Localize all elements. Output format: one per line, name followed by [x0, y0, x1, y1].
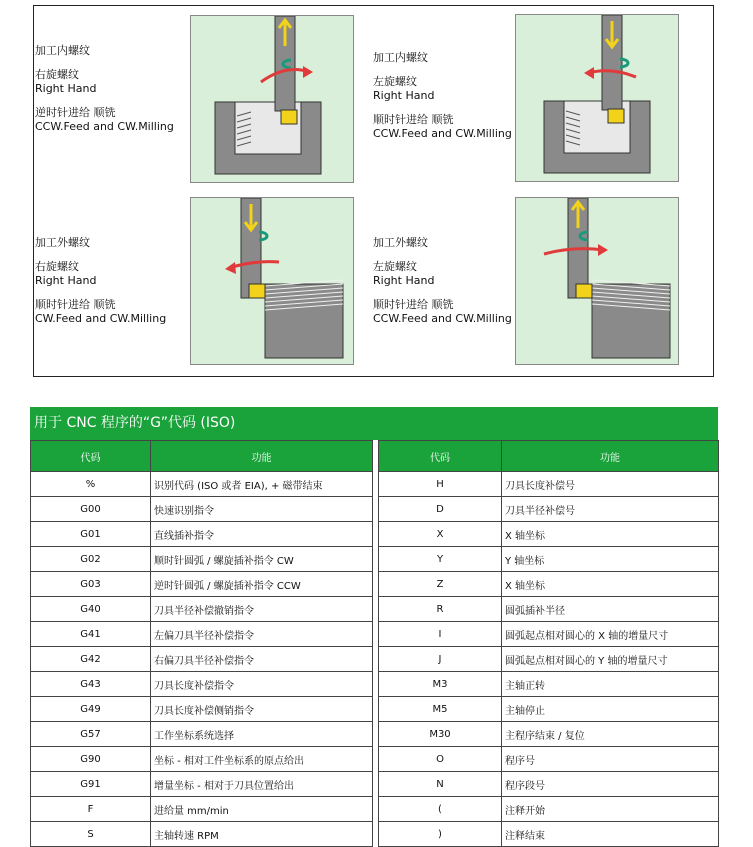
function-cell: 刀具半径补偿号 — [502, 497, 719, 522]
diagram-1-hand-cn: 右旋螺纹 — [35, 68, 79, 81]
function-cell: 左偏刀具半径补偿指令 — [151, 622, 373, 647]
code-cell: G49 — [31, 697, 151, 722]
diagram-3-title: 加工外螺纹 — [35, 236, 90, 249]
diagram-4-hand-cn: 左旋螺纹 — [373, 260, 417, 273]
diagram-1-feed-en: CCW.Feed and CW.Milling — [35, 120, 174, 133]
code-cell: M30 — [379, 722, 502, 747]
table-row — [31, 497, 719, 522]
g-code-table — [30, 440, 719, 847]
table-row — [31, 747, 719, 772]
table-row — [31, 797, 719, 822]
function-cell: 主轴正转 — [502, 672, 719, 697]
function-cell: 右偏刀具半径补偿指令 — [151, 647, 373, 672]
function-cell: 注释结束 — [502, 822, 719, 847]
code-cell: R — [379, 597, 502, 622]
header-func-left: 功能 — [151, 441, 373, 472]
diagram-1-title: 加工内螺纹 — [35, 44, 90, 57]
diagram-1-labels — [35, 44, 174, 134]
table-row — [31, 672, 719, 697]
function-cell: X 轴坐标 — [502, 522, 719, 547]
code-cell: G00 — [31, 497, 151, 522]
function-cell: 程序号 — [502, 747, 719, 772]
table-row — [31, 622, 719, 647]
function-cell: 识别代码 (ISO 或者 EIA), + 磁带结束 — [151, 472, 373, 497]
code-cell: G02 — [31, 547, 151, 572]
table-row — [31, 472, 719, 497]
code-cell: D — [379, 497, 502, 522]
diagram-2-hand-cn: 左旋螺纹 — [373, 75, 417, 88]
function-cell: 程序段号 — [502, 772, 719, 797]
function-cell: 逆时针圆弧 / 螺旋插补指令 CCW — [151, 572, 373, 597]
header-func-right: 功能 — [502, 441, 719, 472]
function-cell: 顺时针圆弧 / 螺旋插补指令 CW — [151, 547, 373, 572]
code-cell: X — [379, 522, 502, 547]
code-cell: Y — [379, 547, 502, 572]
table-row — [31, 597, 719, 622]
table-row — [31, 647, 719, 672]
code-cell: S — [31, 822, 151, 847]
table-row — [31, 547, 719, 572]
header-code-left: 代码 — [31, 441, 151, 472]
function-cell: X 轴坐标 — [502, 572, 719, 597]
code-cell: ) — [379, 822, 502, 847]
code-cell: F — [31, 797, 151, 822]
diagram-4-labels — [373, 236, 512, 326]
diagram-3-illustration — [190, 197, 354, 365]
function-cell: 直线插补指令 — [151, 522, 373, 547]
code-cell: G40 — [31, 597, 151, 622]
code-cell: G90 — [31, 747, 151, 772]
code-cell: G41 — [31, 622, 151, 647]
code-cell: H — [379, 472, 502, 497]
code-cell: M3 — [379, 672, 502, 697]
diagram-4-title: 加工外螺纹 — [373, 236, 428, 249]
diagram-2-labels — [373, 51, 512, 141]
diagram-2-feed-en: CCW.Feed and CW.Milling — [373, 127, 512, 140]
function-cell: 主轴转速 RPM — [151, 822, 373, 847]
table-header-row — [31, 441, 719, 472]
table-title: 用于 CNC 程序的“G”代码 (ISO) — [30, 407, 718, 440]
table-row — [31, 572, 719, 597]
diagram-3-hand-en: Right Hand — [35, 274, 97, 287]
diagram-3-labels — [35, 236, 166, 326]
function-cell: 圆弧起点相对圆心的 Y 轴的增量尺寸 — [502, 647, 719, 672]
function-cell: Y 轴坐标 — [502, 547, 719, 572]
function-cell: 坐标 - 相对工件坐标系的原点给出 — [151, 747, 373, 772]
code-cell: ( — [379, 797, 502, 822]
diagram-4-feed-cn: 顺时针进给 顺铣 — [373, 298, 454, 311]
function-cell: 增量坐标 - 相对于刀具位置给出 — [151, 772, 373, 797]
code-cell: G91 — [31, 772, 151, 797]
function-cell: 圆弧插补半径 — [502, 597, 719, 622]
code-cell: G03 — [31, 572, 151, 597]
diagram-4-feed-en: CCW.Feed and CW.Milling — [373, 312, 512, 325]
header-code-right: 代码 — [379, 441, 502, 472]
diagram-2-title: 加工内螺纹 — [373, 51, 428, 64]
function-cell: 主轴停止 — [502, 697, 719, 722]
function-cell: 圆弧起点相对圆心的 X 轴的增量尺寸 — [502, 622, 719, 647]
table-row — [31, 822, 719, 847]
code-cell: I — [379, 622, 502, 647]
code-cell: G57 — [31, 722, 151, 747]
code-cell: M5 — [379, 697, 502, 722]
diagram-4-hand-en: Right Hand — [373, 274, 435, 287]
table-row — [31, 772, 719, 797]
diagram-2-illustration — [515, 14, 679, 182]
diagram-1-hand-en: Right Hand — [35, 82, 97, 95]
diagram-3-feed-cn: 顺时针进给 顺铣 — [35, 298, 116, 311]
diagram-2-hand-en: Right Hand — [373, 89, 435, 102]
diagram-4-illustration — [515, 197, 679, 365]
code-cell: O — [379, 747, 502, 772]
code-cell: N — [379, 772, 502, 797]
function-cell: 刀具长度补偿指令 — [151, 672, 373, 697]
diagram-3-feed-en: CW.Feed and CW.Milling — [35, 312, 167, 325]
code-cell: J — [379, 647, 502, 672]
code-cell: G01 — [31, 522, 151, 547]
function-cell: 主程序结束 / 复位 — [502, 722, 719, 747]
code-cell: G43 — [31, 672, 151, 697]
function-cell: 刀具半径补偿撤销指令 — [151, 597, 373, 622]
code-cell: Z — [379, 572, 502, 597]
function-cell: 刀具长度补偿侧销指令 — [151, 697, 373, 722]
function-cell: 进给量 mm/min — [151, 797, 373, 822]
function-cell: 刀具长度补偿号 — [502, 472, 719, 497]
function-cell: 工作坐标系统选择 — [151, 722, 373, 747]
code-cell: % — [31, 472, 151, 497]
diagram-2-feed-cn: 顺时针进给 顺铣 — [373, 113, 454, 126]
table-row — [31, 522, 719, 547]
function-cell: 注释开始 — [502, 797, 719, 822]
code-cell: G42 — [31, 647, 151, 672]
table-row — [31, 722, 719, 747]
diagram-1-illustration — [190, 15, 354, 183]
table-row — [31, 697, 719, 722]
function-cell: 快速识别指令 — [151, 497, 373, 522]
diagram-1-feed-cn: 逆时针进给 顺铣 — [35, 106, 116, 119]
diagram-3-hand-cn: 右旋螺纹 — [35, 260, 79, 273]
